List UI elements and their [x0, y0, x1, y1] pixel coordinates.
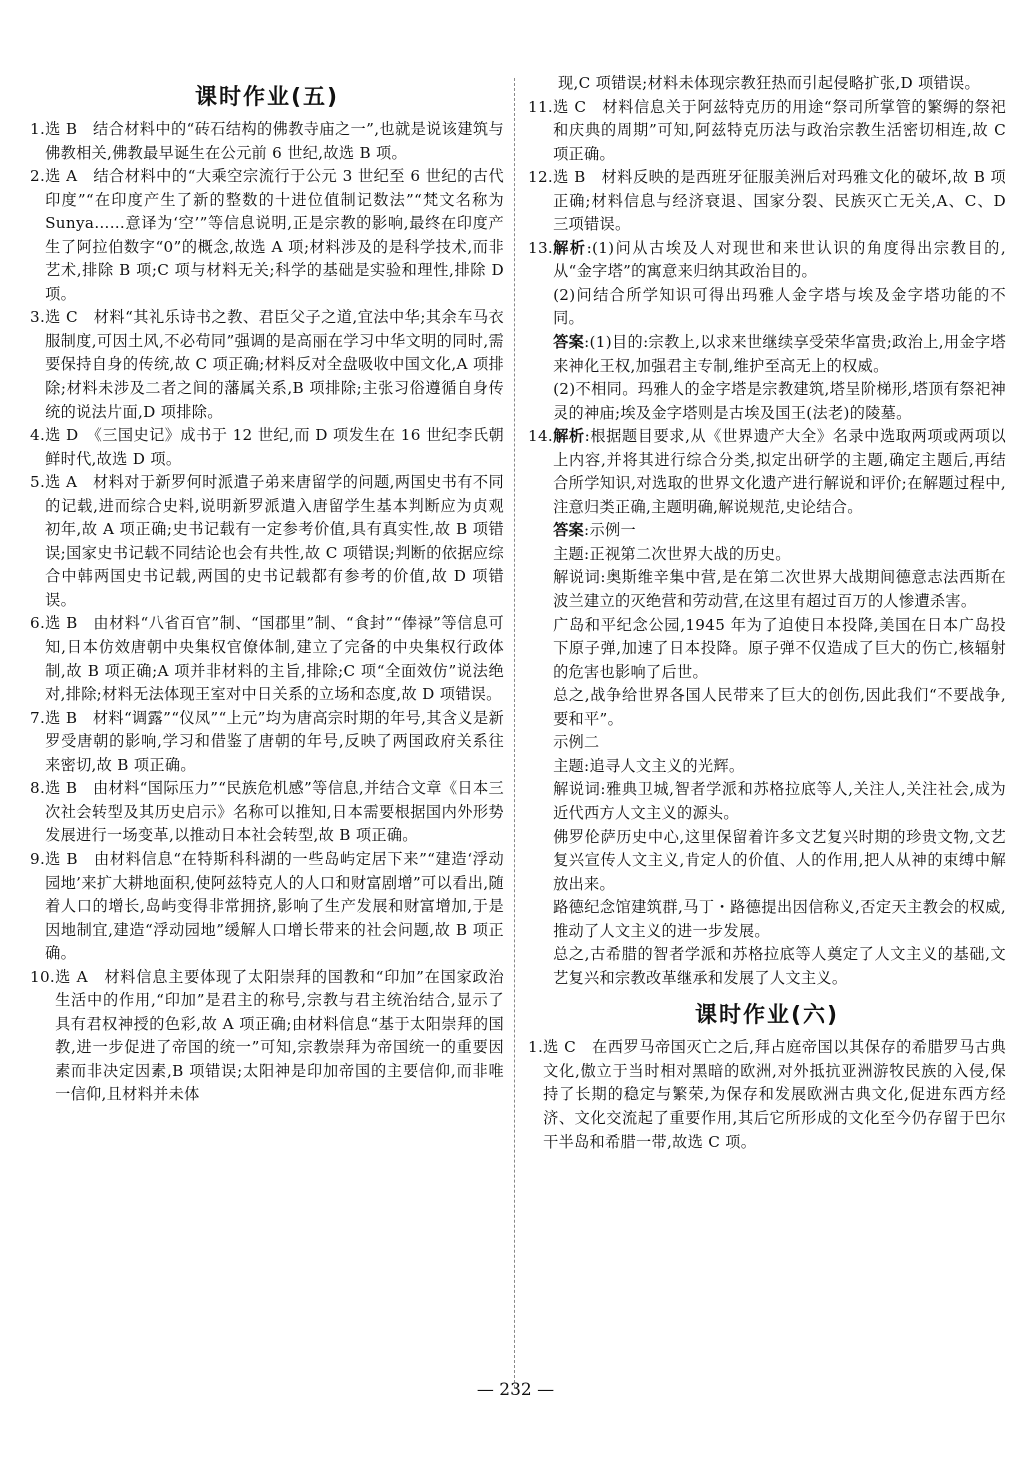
continued-text: 现,C 项错误;材料未体现宗教狂热而引起侵略扩张,D 项错误。: [558, 74, 981, 92]
item-number: 2.: [30, 167, 46, 186]
column-divider: [514, 78, 515, 1388]
example-line: 路德纪念馆建筑群,马丁・路德提出因信称义,否定天主教会的权威,推动了人文主义的进一步发展。: [553, 898, 1006, 940]
example-line: 总之,古希腊的智者学派和苏格拉底等人奠定了人文主义的基础,文艺复兴和宗教改革继承和发展了人文主义。: [553, 945, 1006, 987]
item-number: 6.: [30, 614, 46, 633]
item-text: 选 B 材料“调露”“仪凤”“上元”均为唐高宗时期的年号,其含义是新罗受唐朝的影响,学习和借鉴了唐朝的年号,反映了两国政府关系往来密切,故 B 项正确。: [45, 708, 504, 774]
answer-item: [30, 165, 504, 306]
example-line: 总之,战争给世界各国人民带来了巨大的创伤,因此我们“不要战争,要和平”。: [553, 686, 1006, 728]
answer-item: [30, 306, 504, 424]
right-column: [528, 72, 1006, 1154]
item-number: 9.: [30, 849, 46, 868]
item-number: 10.: [30, 967, 56, 986]
example-line: 示例二: [553, 733, 600, 752]
analysis-text: :根据题目要求,从《世界遗产大全》名录中选取两项或两项以上内容,并将其进行综合分类,拟定出研学的主题,确定主题后,再结合所学知识,对选取的世界文化遗产进行解说和评价;在解题过程中,注意归类正确,主题明确,解说规范,史论结合。: [553, 427, 1006, 516]
answer-item: [30, 707, 504, 778]
answer-item: [30, 777, 504, 848]
analysis-text: :(1)问从古埃及人对现世和来世认识的角度得出宗教目的,从“金字塔”的寓意来归纳其政治目的。: [553, 238, 1006, 281]
answer-label: 答案: [553, 333, 585, 352]
answer-item: [30, 966, 504, 1107]
item-text: 选 B 由材料信息“在特斯科科湖的一些岛屿定居下来”“建造‘浮动园地’来扩大耕地面积,使阿兹特克人的人口和财富剧增”可以看出,随着人口的增长,岛屿变得非常拥挤,影响了生产发展和财富增加,于是因地制宜,建造“浮动园地”缓解人口增长带来的社会问题,故 B 项正确。: [45, 849, 504, 963]
item-text: 选 B 由材料“八省百官”制、“国郡里”制、“食封”“俸禄”等信息可知,日本仿效唐朝中央集权官僚体制,建立了完备的中央集权行政体制,故 B 项正确;A 项并非材料的主旨,排除;C 项“全面效仿”说法绝对,排除;材料无法体现王室对中日关系的立场和态度,故 D 项错误。: [45, 614, 504, 704]
item-number: 4.: [30, 426, 46, 445]
item-number: 12.: [528, 168, 554, 187]
item-text: 选 B 材料反映的是西班牙征服美洲后对玛雅文化的破坏,故 B 项正确;材料信息与经济衰退、国家分裂、民族灭亡无关,A、C、D 三项错误。: [553, 168, 1006, 234]
answer-text: :(1)目的:宗教上,以求来世继续享受荣华富贵;政治上,用金字塔来神化王权,加强君主专制,维护至高无上的权威。: [553, 333, 1006, 375]
item-text: 选 C 材料“其礼乐诗书之教、君臣父子之道,宜法中华;其余车马衣服制度,可因土风,不必苟同”强调的是高丽在学习中华文明的同时,需要保持自身的传统,故 C 项正确;材料反对全盘吸收中国文化,A 项排除;材料未涉及二者之间的藩属关系,B 项排除;主张习俗遵循自身传统的说法片面,D 项排除。: [45, 308, 504, 421]
item-text: 选 A 结合材料中的“大乘空宗流行于公元 3 世纪至 6 世纪的古代印度”“在印度产生了新的整数的十进位值制记数法”“梵文名称为 Sunya……意译为‘空’”等信息说明,正是宗教的影响,最终在印度产生了阿拉伯数字“0”的概念,故选 A 项;材料涉及的是科学技术,而非艺术,排除 B 项;C 项与材料无关;科学的基础是实验和理性,排除 D 项。: [45, 167, 504, 303]
example-line: 广岛和平纪念公园,1945 年为了迫使日本投降,美国在日本广岛投下原子弹,加速了日本投降。原子弹不仅造成了巨大的伤亡,核辐射的危害也影响了后世。: [553, 615, 1006, 681]
example-line: 主题:正视第二次世界大战的历史。: [553, 544, 791, 563]
answer-item: [30, 424, 504, 471]
item-text: 选 A 材料信息主要体现了太阳崇拜的国教和“印加”在国家政治生活中的作用,“印加”是君主的称号,宗教与君主统治结合,显示了具有君权神授的色彩,故 A 项正确;由材料信息“基于太阳崇拜的国教,进一步促进了帝国的统一”可知,宗教崇拜为帝国统一的重要因素而非决定因素,B 项错误;太阳神是印加帝国的主要信仰,而非唯一信仰,且材料并未体: [55, 967, 504, 1104]
item-number: 11.: [528, 97, 554, 116]
item-text: 选 C 材料信息关于阿兹特克历的用途“祭司所掌管的繁缛的祭祀和庆典的周期”可知,阿兹特克历法与政治宗教生活密切相连,故 C 项正确。: [553, 97, 1006, 163]
left-column: [30, 80, 504, 1107]
answer-item: [30, 612, 504, 706]
section-title-5: 课时作业(五): [194, 85, 340, 110]
answer-item-13: [528, 237, 1006, 425]
answer-item: [528, 1036, 1006, 1154]
item-number: 1.: [528, 1038, 544, 1057]
item-number: 8.: [30, 779, 46, 798]
answer-text-2: (2)不相同。玛雅人的金字塔是宗教建筑,塔呈阶梯形,塔顶有祭祀神灵的神庙;埃及金字塔则是古埃及国王(法老)的陵墓。: [553, 380, 1006, 422]
example-line: 主题:追寻人文主义的光辉。: [553, 756, 745, 775]
answer-text: :示例一: [584, 521, 636, 540]
item-text: 选 A 材料对于新罗何时派遣子弟来唐留学的问题,两国史书有不同的记载,进而综合史料,说明新罗派遣入唐留学生基本判断应为贞观初年,故 A 项正确;史书记载有一定参考价值,具有真实性,故 B 项错误;国家史书记载不同结论也会有共性,故 C 项错误;判断的依据应综合中韩两国史书记载,两国的史书记载都有参考的价值,故 D 项错误。: [45, 473, 504, 609]
answer-item: [528, 96, 1006, 167]
item-number: 1.: [30, 120, 46, 138]
answer-item: [30, 118, 504, 165]
item-text: 选 D 《三国史记》成书于 12 世纪,而 D 项发生在 16 世纪李氏朝鲜时代,故选 D 项。: [45, 426, 504, 468]
answer-item-14: [528, 425, 1006, 990]
section-title-6: 课时作业(六): [694, 1003, 840, 1029]
right-answer-list: [528, 96, 1006, 237]
example-line: 解说词:奥斯维辛集中营,是在第二次世界大战期间德意志法西斯在波兰建立的灭绝营和劳动营,在这里有超过百万的人惨遭杀害。: [553, 568, 1006, 611]
item-text: 选 C 在西罗马帝国灭亡之后,拜占庭帝国以其保存的希腊罗马古典文化,傲立于当时相对黑暗的欧洲,对外抵抗亚洲游牧民族的入侵,保持了长期的稳定与繁荣,为保存和发展欧洲古典文化,促进东西方经济、文化交流起了重要作用,其后它所形成的文化至今仍存留于巴尔干半岛和希腊一带,故选 C 项。: [543, 1038, 1006, 1151]
analysis-label: 解析: [553, 427, 585, 446]
answer-item: [30, 471, 504, 612]
item-number: 13.: [528, 238, 554, 257]
answer-item: [30, 848, 504, 966]
page-number: — 232 —: [476, 1380, 555, 1400]
answer-label: 答案: [553, 521, 585, 540]
item-text: 选 B 由材料“国际压力”“民族危机感”等信息,并结合文章《日本三次社会转型及其历史启示》名称可以推知,日本需要根据国内外形势发展进行一场变革,以推动日本社会转型,故 B 项正确。: [45, 779, 504, 845]
left-answer-list: [30, 118, 504, 1107]
item-number: 5.: [30, 473, 46, 492]
example-line: 佛罗伦萨历史中心,这里保留着许多文艺复兴时期的珍贵文物,文艺复兴宣传人文主义,肯定人的价值、人的作用,把人从神的束缚中解放出来。: [553, 827, 1006, 893]
item-text: 选 B 结合材料中的“砖石结构的佛教寺庙之一”,也就是说该建筑与佛教相关,佛教最早诞生在公元前 6 世纪,故选 B 项。: [45, 120, 504, 162]
answer-item: [528, 166, 1006, 237]
analysis-text-2: (2)问结合所学知识可得出玛雅人金字塔与埃及金字塔功能的不同。: [553, 285, 1006, 328]
right-answer-list-2: [528, 1036, 1006, 1154]
example-line: 解说词:雅典卫城,智者学派和苏格拉底等人,关注人,关注社会,成为近代西方人文主义的源头。: [553, 780, 1006, 822]
example-lines: [553, 543, 1006, 990]
analysis-label: 解析: [553, 238, 587, 257]
item-number: 7.: [30, 708, 46, 727]
item-number: 3.: [30, 308, 46, 327]
item-number: 14.: [528, 427, 554, 446]
